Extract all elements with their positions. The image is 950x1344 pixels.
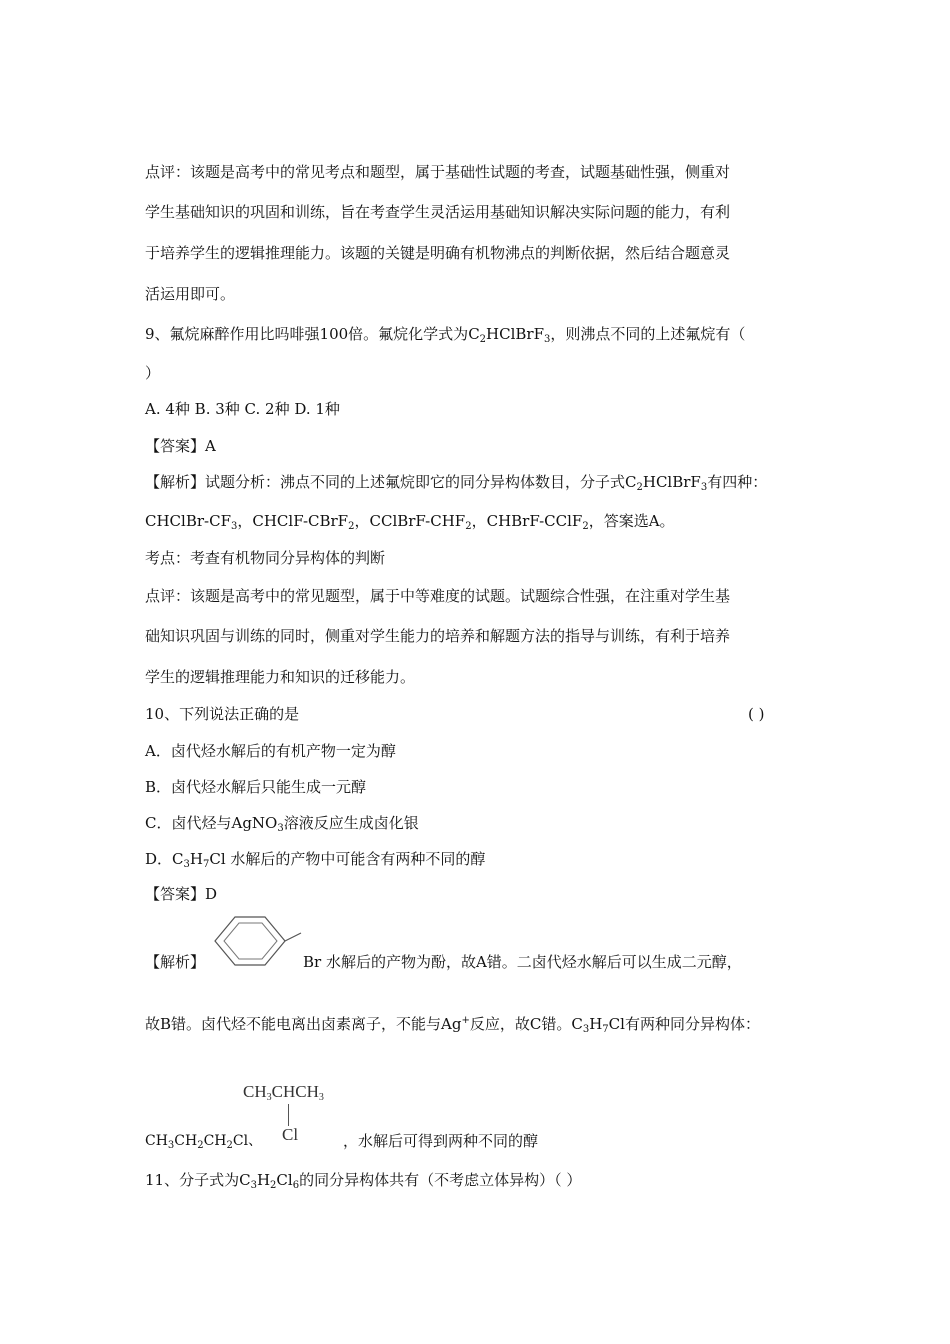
formula-sub: 2 (226, 1140, 233, 1151)
isomer: CClBrF-CHF (369, 512, 466, 530)
charge-sup: + (461, 1015, 470, 1026)
formula-part: CH (243, 1082, 267, 1101)
review-line: 础知识巩固与训练的同时，侧重对学生能力的培养和解题方法的指导与训练，有利于培养 (145, 627, 731, 645)
formula-part: HClBrF (642, 473, 701, 491)
structural-formula-main (243, 1081, 324, 1109)
formula-part: Cl (276, 1171, 293, 1189)
option-text: C．卤代烃与 (145, 814, 232, 832)
formula-sub: 2 (582, 521, 589, 532)
formula-part: AgNO (231, 814, 278, 832)
formula-part: C (571, 1015, 583, 1033)
option-text: 水解后的产物中可能含有两种不同的醇 (225, 850, 486, 868)
analysis-text: 反应，故C错。 (469, 1015, 572, 1033)
formula-part: Cl、 (232, 1133, 263, 1149)
isomer: CHClF-CBrF (252, 512, 349, 530)
formula-sub: 3 (277, 823, 284, 834)
analysis-text: 故B错。卤代烃不能电离出卤素离子，不能与Ag (145, 1015, 462, 1033)
option-text: D． (145, 850, 173, 868)
formula-part: Cl (608, 1015, 625, 1033)
q11-stem-text: 的同分异构体共有（不考虑立体异构）（ ） (299, 1171, 582, 1189)
formula-part: CH (203, 1133, 227, 1149)
answer-parentheses: ( ) (748, 705, 765, 723)
formula-part: C (172, 850, 184, 868)
option-text: 溶液反应生成卤化银 (283, 814, 419, 832)
q9-options: A. 4种 B. 3种 C. 2种 D. 1种 (145, 400, 340, 418)
q10-option-b: B．卤代烃水解后只能生成一元醇 (145, 778, 367, 796)
q10-option-c (145, 813, 419, 839)
formula-sub: 3 (230, 521, 238, 532)
q9-analysis (145, 472, 767, 498)
q11-stem-text: 11、分子式为 (145, 1171, 240, 1189)
formula-sub: 3 (582, 1024, 590, 1035)
formula-part: H (189, 850, 203, 868)
formula-part: C (625, 473, 637, 491)
separator: ， (354, 512, 370, 530)
formula-sub: 7 (202, 859, 210, 870)
formula-sub: 3 (318, 1092, 324, 1103)
isomer: CHClBr-CF (145, 512, 231, 530)
q10-analysis-text: Br 水解后的产物为酚，故A错。二卤代烃水解后可以生成二元醇， (303, 953, 742, 971)
review-line: 活运用即可。 (145, 285, 236, 303)
formula-sub: 3 (167, 1140, 175, 1151)
review-line: 于培养学生的逻辑推理能力。该题的关键是明确有机物沸点的判断依据，然后结合题意灵 (145, 244, 731, 262)
formula-sub: 2 (465, 521, 472, 532)
formula-sub: 2 (479, 334, 487, 345)
formula-sub: 3 (700, 482, 708, 493)
formula-sub: 2 (197, 1140, 204, 1151)
structural-formula-cl: Cl (282, 1125, 299, 1144)
formula-part: HClBrF (486, 325, 545, 343)
review-line: 点评：该题是高考中的常见题型，属于中等难度的试题。试题综合性强，在注重对学生基 (145, 587, 731, 605)
q10-option-d (145, 849, 485, 875)
q9-stem-end: ） (145, 364, 161, 382)
formula (468, 325, 550, 343)
formula-sub: 2 (270, 1180, 277, 1191)
review-line: 学生的逻辑推理能力和知识的迁移能力。 (145, 668, 416, 686)
q10-analysis-text (145, 1011, 760, 1040)
q10-option-a: A．卤代烃水解后的有机产物一定为醇 (145, 742, 396, 760)
formula-part: C (468, 325, 480, 343)
q9-stem-text: ，则沸点不同的上述氟烷有（ (550, 325, 746, 343)
formula-sub: 2 (348, 521, 355, 532)
formula-sub: 3 (250, 1180, 257, 1191)
analysis-text: 有四种： (707, 473, 768, 491)
review-line: 点评：该题是高考中的常见考点和题型，属于基础性试题的考查，试题基础性强，侧重对 (145, 163, 731, 181)
isomer-1 (145, 1131, 262, 1156)
q11-stem (145, 1170, 581, 1196)
q9-answer: 【答案】A (145, 437, 216, 455)
analysis-text: 【解析】试题分析：沸点不同的上述氟烷即它的同分异构体数目，分子式 (145, 473, 626, 491)
formula-sub: 3 (266, 1092, 272, 1103)
formula-part: H (256, 1171, 271, 1189)
formula-sub: 7 (602, 1024, 609, 1035)
formula-sub: 3 (183, 859, 190, 870)
review-line: 学生基础知识的巩固和训练，旨在考查学生灵活运用基础知识解决实际问题的能力，有利 (145, 203, 731, 221)
formula-part: CHCH (271, 1082, 319, 1101)
formula-sub: 2 (636, 482, 643, 493)
formula-part: Cl (209, 850, 226, 868)
formula-part: CH (145, 1133, 168, 1149)
q9-kaodian: 考点：考查有机物同分异构体的判断 (145, 549, 386, 567)
q10-analysis-label: 【解析】 (145, 953, 206, 971)
q10-analysis-tail: ，水解后可得到两种不同的醇 (343, 1132, 539, 1150)
formula-part: CH (174, 1133, 198, 1149)
separator: ， (471, 512, 487, 530)
q10-stem: 10、下列说法正确的是 (145, 705, 300, 723)
q10-answer: 【答案】D (145, 885, 218, 903)
formula-part: H (589, 1015, 603, 1033)
q9-stem (145, 324, 745, 350)
benzene-ring-structure (213, 915, 303, 967)
formula-part: C (239, 1171, 251, 1189)
separator: ， (237, 512, 253, 530)
separator: ，答案选A。 (588, 512, 675, 530)
formula-sub: 3 (544, 334, 551, 345)
analysis-text: 有两种同分异构体： (624, 1015, 760, 1033)
bond-line (288, 1104, 289, 1126)
isomer: CHBrF-CClF (486, 512, 583, 530)
q9-isomer-list (145, 511, 675, 537)
formula-sub: 6 (292, 1180, 300, 1191)
q9-stem-text: 9、氟烷麻醉作用比吗啡强100倍。氟烷化学式为 (145, 325, 469, 343)
